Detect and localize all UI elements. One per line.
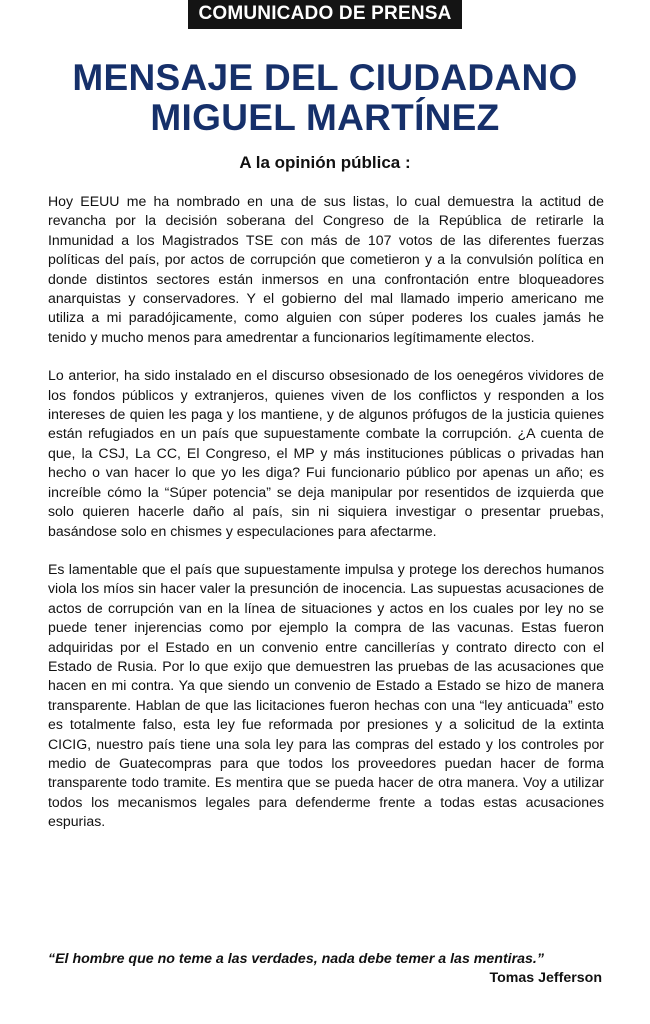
statement-body [48,192,604,851]
paragraph-2: Lo anterior, ha sido instalado en el discurso obsesionado de los oenegéros vividores de los fondos públicos y extranjeros, quienes viven de los conflictos y responden a los intereses de quien les paga y los mantiene, y de algunos prófugos de la justicia quienes están refugiados en un país que supuestamente combate la corrupción. ¿A cuenta de que, la CSJ, La CC, El Congreso, el MP y más instituciones públicas o privadas han hecho o van hacer lo que yo les diga? Fui funcionario público por apenas un año; es increíble cómo la “Súper potencia” se deja manipular por resentidos de izquierda que solo quieren hacerle daño al país, sin ni siquiera investigar o presentar pruebas, basándose solo en chismes y especulaciones para afectarme. [48,367,604,539]
press-release-badge: COMUNICADO DE PRENSA [188,0,461,29]
press-release-header [0,0,650,29]
title-line-2: MIGUEL MARTÍNEZ [150,97,500,138]
paragraph-1: Hoy EEUU me ha nombrado en una de sus listas, lo cual demuestra la actitud de revancha por la decisión soberana del Congreso de la República de retirarle la Inmunidad a los Magistrados TSE con más de 107 votos de las diferentes fuerzas políticas del país, por actos de corrupción que cometieron y a la convulsión política en donde distintos sectores están inmersos en una confrontación entre bloqueadores anarquistas y conservadores. Y el gobierno del mal llamado imperio americano me utiliza a mi paradójicamente, como alguien con súper poderes los cuales jamás he tenido y mucho menos para amedrentar a funcionarios legítimamente electos. [48,193,604,345]
quote-author: Tomas Jefferson [489,970,602,986]
title-line-1: MENSAJE DEL CIUDADANO [72,57,578,98]
closing-quote: “El hombre que no teme a las verdades, nada debe temer a las mentiras.” [48,951,544,967]
page-title [0,58,650,138]
salutation: A la opinión pública : [239,153,411,172]
paragraph-3: Es lamentable que el país que supuestamente impulsa y protege los derechos humanos viola los míos sin hacer valer la presunción de inocencia. Las supuestas acusaciones de actos de corrupción van en la línea de situaciones y actos en los cuales por ley no se puede tener injerencias como por ejemplo la compra de las vacunas. Estas fueron adquiridas por el Estado en un convenio entre cancillerías y contrato directo con el Estado de Rusia. Por lo que exijo que demuestren las pruebas de las acusaciones que hacen en mi contra. Ya que siendo un convenio de Estado a Estado se hizo de manera transparente. Hablan de que las licitaciones fueron hechas con una “ley anticuada” esto es totalmente falso, esta ley fue reformada por presiones y a solicitud de la extinta CICIG, nuestro país tiene una sola ley para las compras del estado y los controles por medio de Guatecompras para que todos los proveedores puedan hacer de forma transparente todo tramite. Es mentira que se pueda hacer de otra manera. Voy a utilizar todos los mecanismos legales para defenderme frente a todas estas acusaciones espurias. [48,560,604,830]
